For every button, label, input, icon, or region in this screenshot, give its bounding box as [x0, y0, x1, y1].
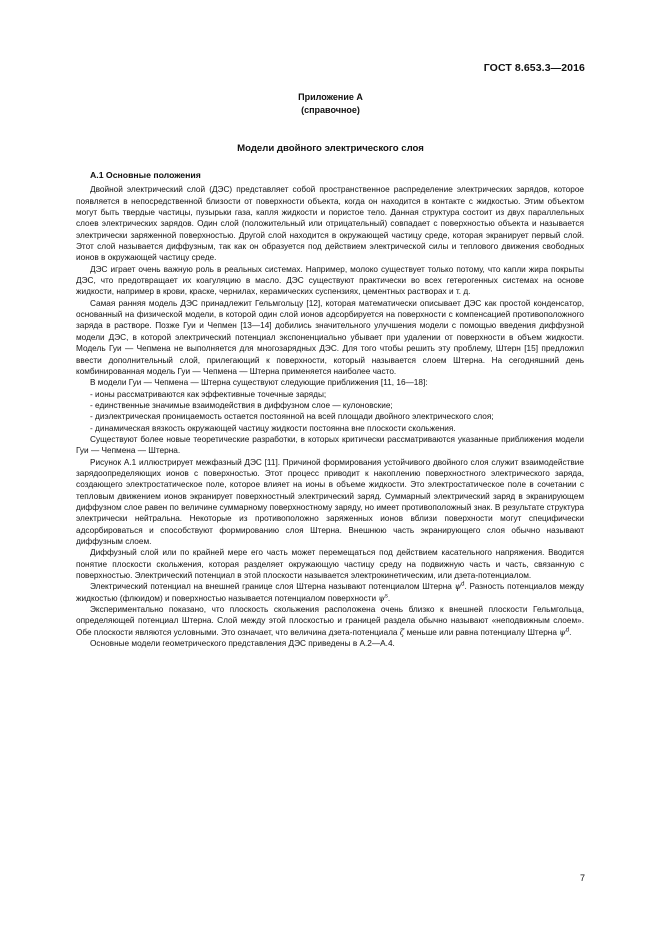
zeta-symbol: ζ — [399, 626, 405, 637]
document-body — [76, 170, 584, 649]
psi-symbol: ψ — [559, 626, 566, 637]
text-run: Электрический потенциал на внешней границе слоя Штерна называют потенциалом Штерна — [90, 582, 455, 592]
list-item: - диэлектрическая проницаемость остается постоянной на всей площади двойного электрического слоя; — [90, 412, 494, 422]
paragraph: Основные модели геометрического представления ДЭС приведены в А.2—А.4. — [90, 639, 395, 649]
paragraph: ДЭС играет очень важную роль в реальных системах. Например, молоко существует только потому, что капли жира покрыты ДЭС, что предотвращает их коагуляцию в масло. ДЭС существуют практически во всех гетерогенных системах на основе жидкости, например в крови, краске, чернилах, керамических суспензиях, цементных растворах и т. д. — [76, 264, 584, 297]
page-number: 7 — [579, 873, 585, 883]
subsection-heading: А.1 Основные положения — [90, 170, 201, 180]
superscript-s: s — [384, 593, 388, 600]
standard-number: ГОСТ 8.653.3—2016 — [483, 62, 585, 74]
text-run: Экспериментально показано, что плоскость скольжения расположена очень близко к внешней плоскости Гельмгольца, определяющей потенциал Штерна. Слой между этой плоскостью и границей раздела обычно называют «неподвижным слоем». Обе плоскости являются условными. Это означает, что величина дзета-потенциала — [76, 605, 584, 637]
paragraph-stern-potential — [76, 581, 584, 604]
psi-symbol: ψ — [378, 592, 385, 603]
text-run: меньше или равна потенциалу Штерна — [404, 627, 560, 637]
list-item: - единственные значимые взаимодействия в диффузном слое — кулоновские; — [90, 400, 393, 410]
paragraph: Диффузный слой или по крайней мере его часть может перемещаться под действием касательного напряжения. Вводится понятие плоскости скольжения, которая разделяет окружающую частицу среду на подвижную часть и часть, связанную с поверхностью. Электрический потенциал в этой плоскости называется электрокинетическим, или дзета-потенциалом. — [76, 548, 584, 581]
paragraph: Существуют более новые теоретические разработки, в которых критически рассматриваются указанные приближения модели Гуи — Чепмена — Штерна. — [76, 434, 584, 456]
paragraph: Рисунок А.1 иллюстрирует межфазный ДЭС [11]. Причиной формирования устойчивого двойного слоя служит взаимодействие зарядоопределяющих ионов с поверхностью. Этот процесс приводит к накоплению поверхностного электрического заряда, создающего электростатическое поле, которое влияет на ионы в объеме жидкости. Это электростатическое поле в сочетании с тепловым движением ионов экранирует поверхностный электрический заряд. Суммарный электрический заряд в экранирующем диффузном слое равен по величине суммарному поверхностному заряду, но имеет противоположный знак. В результате структура электрически нейтральна. Некоторые из противоположно заряженных ионов вблизи поверхности могут специфически адсорбироваться и способствуют формированию слоя Штерна. Внешнюю часть экранирующего слоя обычно называют диффузным слоем. — [76, 457, 584, 546]
appendix-title: Приложение А — [298, 92, 363, 102]
superscript-d: d — [565, 627, 570, 634]
section-title: Модели двойного электрического слоя — [237, 143, 424, 154]
paragraph: Самая ранняя модель ДЭС принадлежит Гельмгольцу [12], которая математически описывает ДЭС как простой конденсатор, основанный на физической модели, в которой один слой ионов адсорбируется на поверхности с компенсацией противоположного заряда в растворе. Позже Гуи и Чепмен [13—14] добились значительного улучшения модели с помощью введения диффузной модели ДЭС, в которой электрический потенциал экспоненциально убывает при удалении от поверхности в объем жидкости. Модель Гуи — Чепмена не выполняется для многозарядных ДЭС. Для того чтобы решить эту проблему, Штерн [15] предложил ввести дополнительный слой, прилегающий к поверхности, который называется слоем Штерна. На сегодняшний день комбинированная модель Гуи — Чепмена — Штерна применяется наиболее часто. — [76, 298, 584, 376]
text-run: . — [387, 593, 391, 603]
text-run: . — [569, 627, 572, 637]
paragraph-slip-plane — [76, 604, 584, 638]
paragraph: Двойной электрический слой (ДЭС) представляет собой пространственное распределение электрических зарядов, которое появляется в непосредственной близости от поверхности объекта, когда он находится в контакте с жидкостью. Этим объектом могут быть твердые частицы, пузырьки газа, капля жидкости и пористое тело. Данная структура состоит из двух параллельных слоев электрических зарядов. Один слой (положительный или отрицательный) совпадает с поверхностью объекта и называется электрически заряженной поверхностью. Другой слой находится в окружающей частицу среде, которая экранирует первый слой. Этот слой называется диффузным, так как он образуется под действием электрической силы и теплового движения свободных ионов в окружающей частицу среде. — [76, 185, 584, 263]
appendix-note: (справочное) — [301, 105, 360, 115]
text-run: . Разность потенциалов между жидкостью (флюидом) и поверхностью называется потенциалом поверхности — [76, 582, 584, 603]
paragraph: В модели Гуи — Чепмена — Штерна существуют следующие приближения [11, 16—18]: — [90, 378, 428, 388]
psi-symbol: ψ — [454, 581, 462, 592]
list-item: - динамическая вязкость окружающей частицу жидкости постоянна вне плоскости скольжения. — [90, 423, 456, 433]
superscript-d: d — [461, 581, 465, 588]
list-item: - ионы рассматриваются как эффективные точечные заряды; — [90, 389, 327, 399]
